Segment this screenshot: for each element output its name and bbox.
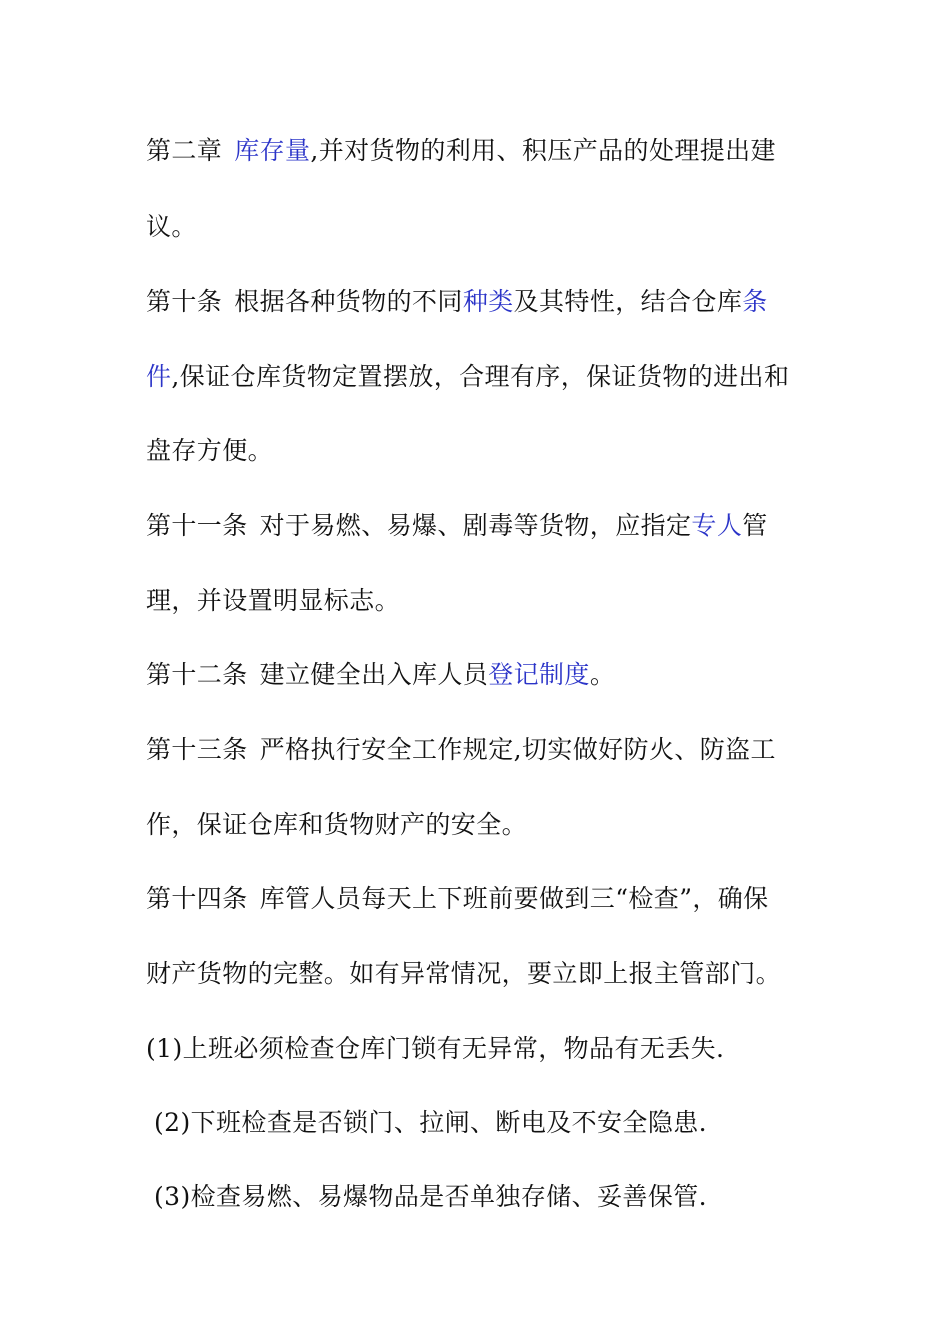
link-conditions-part1[interactable]: 条 (742, 287, 768, 316)
chapter2-text: ,并对货物的利用、积压产品的处理提出建 (310, 136, 776, 165)
link-designated-person[interactable]: 专人 (691, 511, 743, 540)
article13-line1 (146, 733, 816, 767)
link-category[interactable]: 种类 (462, 287, 514, 316)
article11-label: 第十一条 (146, 511, 248, 540)
link-registration-system[interactable]: 登记制度 (488, 660, 590, 689)
article10-line3 (146, 434, 816, 468)
article11-line1 (146, 509, 816, 543)
chapter2-text-cont: 议。 (146, 212, 197, 241)
article12-text-a: 建立健全出入库人员 (259, 660, 489, 689)
check-item-2-text: (2)下班检查是否锁门、拉闸、断电及不安全隐患. (154, 1108, 707, 1137)
chapter2-label: 第二章 (146, 136, 223, 165)
article14-line2 (146, 957, 816, 991)
chapter2-line2 (146, 210, 816, 244)
check-item-1 (146, 1032, 816, 1066)
article14-text-a: 库管人员每天上下班前要做到三“检查”，确保 (259, 884, 769, 913)
article10-line1 (146, 285, 816, 319)
article14-label: 第十四条 (146, 884, 248, 913)
article10-text-d: 盘存方便。 (146, 436, 274, 465)
article13-text-b: 作，保证仓库和货物财产的安全。 (146, 810, 528, 839)
link-inventory[interactable]: 库存量 (234, 136, 311, 165)
article11-line2 (146, 584, 816, 618)
article10-text-a: 根据各种货物的不同 (234, 287, 463, 316)
article11-text-a: 对于易燃、易爆、剧毒等货物，应指定 (259, 511, 692, 540)
article12-line1 (146, 658, 816, 692)
chapter2-line1 (146, 134, 816, 168)
link-conditions-part2[interactable]: 件 (146, 362, 172, 391)
article10-line2 (146, 360, 816, 394)
article11-text-c: 理，并设置明显标志。 (146, 586, 401, 615)
article12-text-b: 。 (589, 660, 616, 689)
article13-label: 第十三条 (146, 735, 248, 764)
article10-text-c: ,保证仓库货物定置摆放，合理有序，保证货物的进出和 (171, 362, 790, 391)
check-item-3-text: (3)检查易燃、易爆物品是否单独存储、妥善保管. (154, 1182, 707, 1211)
article13-text-a: 严格执行安全工作规定,切实做好防火、防盗工 (259, 735, 776, 764)
article12-label: 第十二条 (146, 660, 248, 689)
article13-line2 (146, 808, 816, 842)
check-item-3 (146, 1180, 816, 1214)
article10-label: 第十条 (146, 287, 223, 316)
check-item-2 (146, 1106, 816, 1140)
article14-line1 (146, 882, 816, 916)
article14-text-b: 财产货物的完整。如有异常情况，要立即上报主管部门。 (146, 959, 782, 988)
check-item-1-text: (1)上班必须检查仓库门锁有无异常，物品有无丢失. (146, 1034, 725, 1063)
article11-text-b: 管 (742, 511, 768, 540)
article10-text-b: 及其特性，结合仓库 (513, 287, 743, 316)
